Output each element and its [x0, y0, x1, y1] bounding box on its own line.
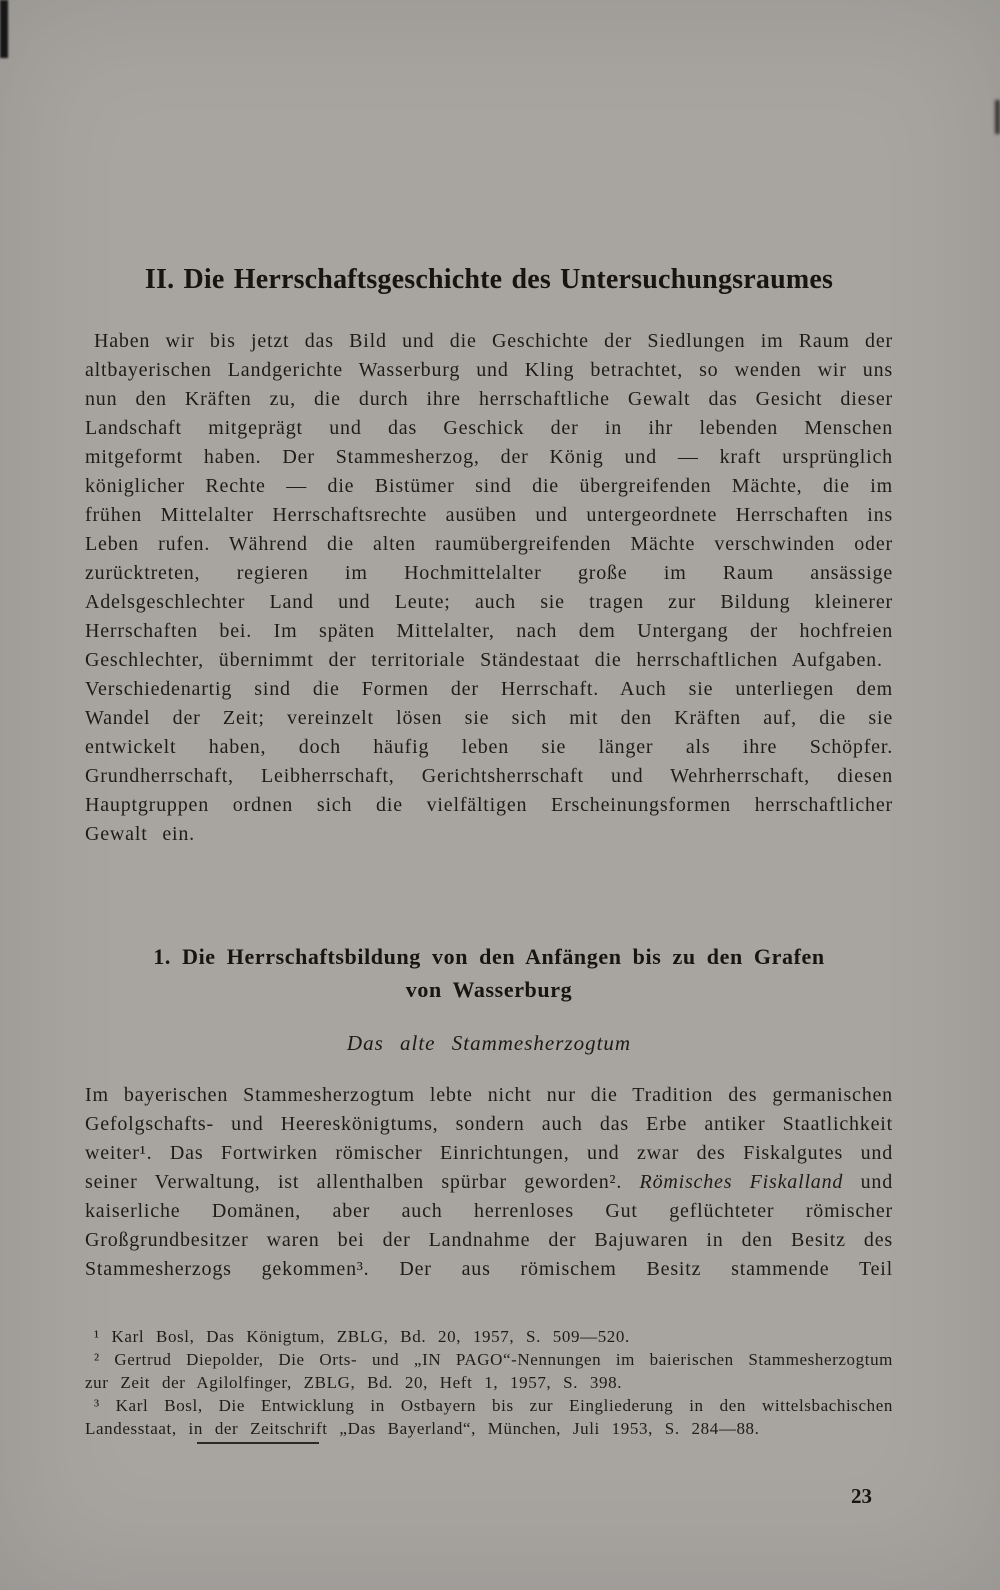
section-heading-line-2: von Wasserburg: [405, 977, 573, 1002]
body-paragraph-3-block: [85, 1081, 893, 1284]
section-heading: [85, 940, 893, 1006]
chapter-title: II. Die Herrschaftsgeschichte des Untersuchungsraumes: [144, 264, 834, 295]
subsection-heading: Das alte Stammesherzogtum: [346, 1031, 632, 1055]
paragraph-3-italic-phrase: Römisches Fiskalland: [639, 1171, 844, 1193]
body-paragraphs: [85, 327, 893, 849]
footnote-3: ³ Karl Bosl, Die Entwicklung in Ostbayern bis zur Eingliederung in den wittelsbachischen Landesstaat, in der Zeitschrift „Das Bayerland“, München, Juli 1953, S. 284—88.: [85, 1396, 893, 1438]
footnote-1: ¹ Karl Bosl, Das Königtum, ZBLG, Bd. 20, 1957, S. 509—520.: [94, 1327, 630, 1346]
paragraph-3-text-continued: und kaiserliche Domänen, aber auch herrenloses Gut geflüchteter römischer Großgrundbesitzer waren bei der Landnahme der Bajuwaren in den Besitz des Stammesherzogs gekommen³. Der aus römischem Besitz stammende Teil: [85, 1171, 893, 1280]
scan-artifact-right-edge: [995, 100, 1000, 134]
page-number: 23: [851, 1484, 872, 1508]
footnote-underline-mark: [197, 1442, 319, 1444]
paragraph-3: [85, 1081, 893, 1284]
paragraph-2: Verschiedenartig sind die Formen der Herrschaft. Auch sie unterliegen dem Wandel der Zeit; vereinzelt lösen sie sich mit den Kräften auf, die sie entwickelt haben, doch häufig leben sie länger als ihre Schöpfer. Grundherrschaft, Leibherrschaft, Gerichtsherrschaft und Wehrherrschaft, diesen Hauptgruppen ordnen sich die vielfältigen Erscheinungsformen herrschaftlicher Gewalt ein.: [85, 678, 893, 845]
paragraph-1: Haben wir bis jetzt das Bild und die Geschichte der Siedlungen im Raum der altbayerischen Landgerichte Wasserburg und Kling betrachtet, so wenden wir uns nun den Kräften zu, die durch ihre herrschaftliche Gewalt das Gesicht dieser Landschaft mitgeprägt und das Geschick der in ihr lebenden Menschen mitgeformt haben. Der Stammesherzog, der König und — kraft ursprünglich königlicher Rechte — die Bistümer sind die übergreifenden Mächte, die im frühen Mittelalter Herrschaftsrechte ausüben und untergeordnete Herrschaften ins Leben rufen. Während die alten raumübergreifenden Mächte verschwinden oder zurücktreten, regieren im Hochmittelalter große im Raum ansässige Adelsgeschlechter Land und Leute; auch sie tragen zur Bildung kleinerer Herrschaften bei. Im späten Mittelalter, nach dem Untergang der hochfreien Geschlechter, übernimmt der territoriale Ständestaat die herrschaftlichen Aufgaben.: [85, 330, 893, 671]
footnotes-section: [85, 1325, 893, 1444]
text-block: [85, 0, 893, 1590]
section-heading-line-1: 1. Die Herrschaftsbildung von den Anfängen bis zu den Grafen: [153, 944, 825, 969]
scan-artifact-top-left: [0, 0, 8, 58]
paragraph-3-text: Im bayerischen Stammesherzogtum lebte nicht nur die Tradition des germanischen Gefolgschafts- und Heereskönigtums, sondern auch das Erbe antiker Staatlichkeit weiter¹. Das Fortwirken römischer Einrichtungen, und zwar des Fiskalgutes und seiner Verwaltung, ist allenthalben spürbar geworden².: [85, 1084, 893, 1193]
footnote-2: ² Gertrud Diepolder, Die Orts- und „IN PAGO“-Nennungen im baierischen Stammesherzogtum zur Zeit der Agilolfinger, ZBLG, Bd. 20, Heft 1, 1957, S. 398.: [85, 1350, 893, 1392]
